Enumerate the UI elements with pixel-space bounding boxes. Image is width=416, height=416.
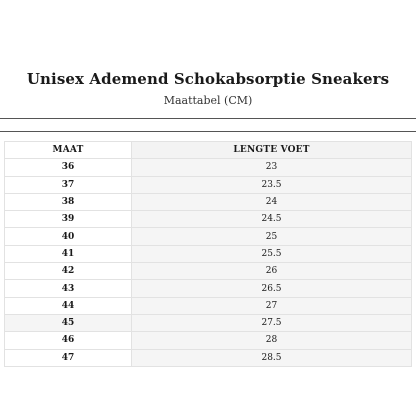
cell-maat: 39 [5, 211, 132, 228]
cell-lengte-voet: 23.5 [132, 176, 412, 193]
size-chart-table [4, 141, 412, 367]
cell-lengte-voet: 23 [132, 159, 412, 176]
table-header-row [5, 142, 412, 159]
table-row [5, 349, 412, 366]
cell-lengte-voet: 26.5 [132, 280, 412, 297]
table-row [5, 332, 412, 349]
cell-maat: 42 [5, 263, 132, 280]
cell-maat: 37 [5, 176, 132, 193]
divider-bottom [0, 131, 416, 132]
cell-maat: 46 [5, 332, 132, 349]
cell-maat: 41 [5, 245, 132, 262]
cell-lengte-voet: 24.5 [132, 211, 412, 228]
page-subtitle: Maattabel (CM) [163, 94, 253, 107]
table-row [5, 159, 412, 176]
table-body [5, 159, 412, 367]
divider-top [0, 118, 416, 119]
cell-lengte-voet: 26 [132, 263, 412, 280]
cell-lengte-voet: 27.5 [132, 314, 412, 331]
cell-maat: 45 [5, 314, 132, 331]
table-row [5, 245, 412, 262]
table-row [5, 314, 412, 331]
table-row [5, 297, 412, 314]
table-row [5, 211, 412, 228]
table-row [5, 176, 412, 193]
cell-maat: 40 [5, 228, 132, 245]
cell-lengte-voet: 25.5 [132, 245, 412, 262]
column-header-maat: MAAT [5, 142, 132, 159]
table-row [5, 193, 412, 210]
table-row [5, 280, 412, 297]
cell-maat: 47 [5, 349, 132, 366]
cell-maat: 36 [5, 159, 132, 176]
page-title: Unisex Ademend Schokabsorptie Sneakers [26, 70, 390, 88]
table-row [5, 228, 412, 245]
column-header-lengte-voet: LENGTE VOET [132, 142, 412, 159]
cell-lengte-voet: 25 [132, 228, 412, 245]
table-row [5, 263, 412, 280]
cell-maat: 38 [5, 193, 132, 210]
cell-lengte-voet: 28 [132, 332, 412, 349]
cell-maat: 43 [5, 280, 132, 297]
cell-lengte-voet: 24 [132, 193, 412, 210]
cell-lengte-voet: 28.5 [132, 349, 412, 366]
cell-lengte-voet: 27 [132, 297, 412, 314]
cell-maat: 44 [5, 297, 132, 314]
